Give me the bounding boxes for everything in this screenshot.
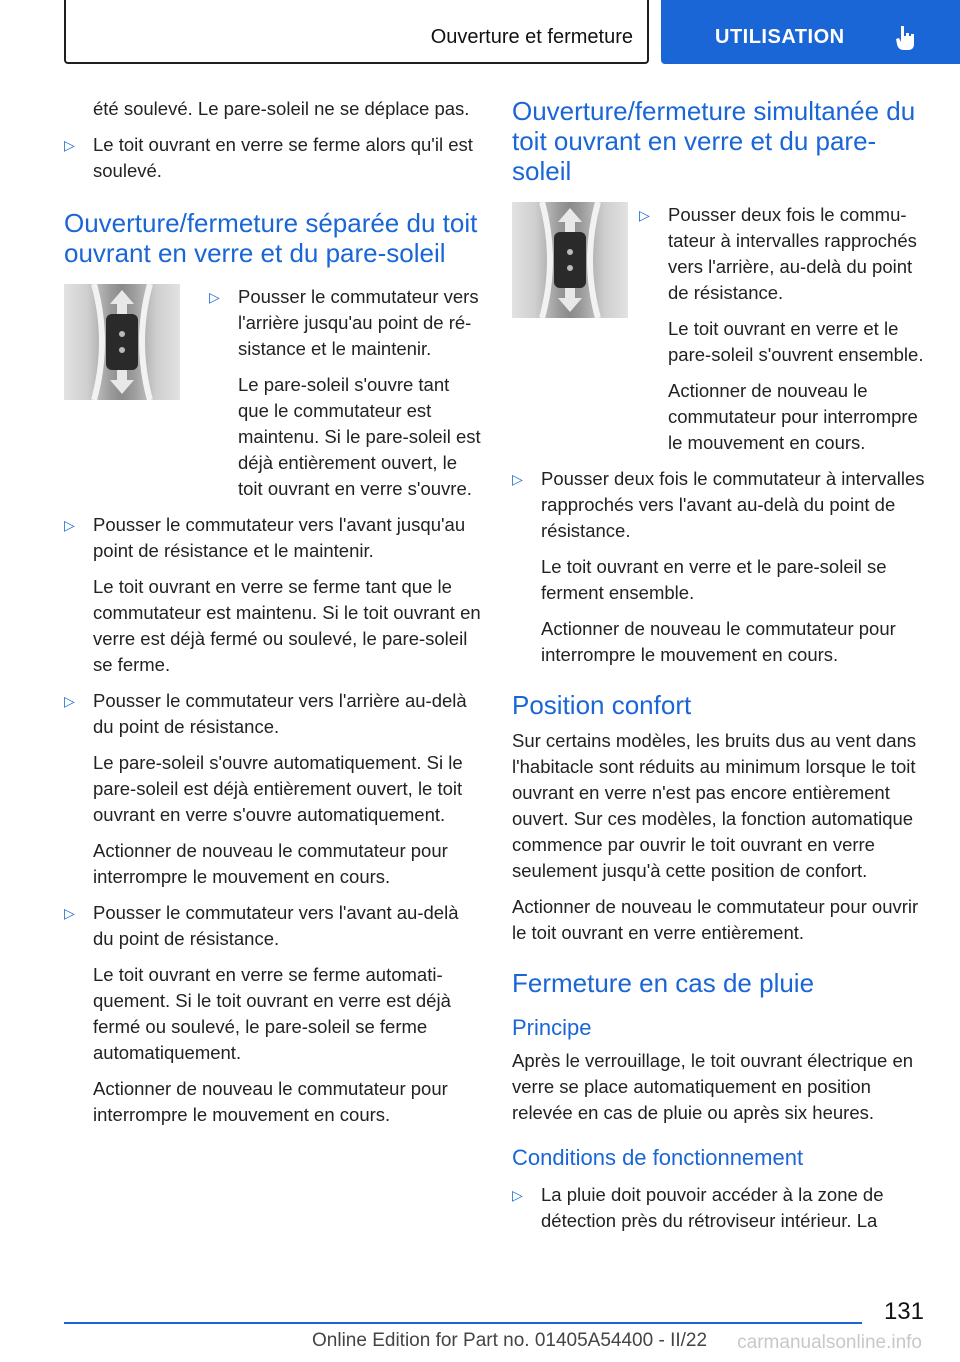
section-heading-rain: Fermeture en cas de pluie bbox=[512, 968, 815, 998]
bullet-triangle-icon: ▷ bbox=[64, 517, 75, 533]
roof-switch-icon bbox=[64, 284, 180, 400]
page-number: 131 bbox=[883, 1298, 924, 1325]
footer-edition: Online Edition for Part no. 01405A54400 - II/22 bbox=[312, 1330, 708, 1351]
list-item: ▷ Pousser le commutateur vers l'arrière jusqu'au point de résistance et le maintenir. bbox=[209, 286, 479, 359]
switch-figure-block bbox=[64, 284, 482, 502]
bullet-triangle-icon: ▷ bbox=[512, 1187, 523, 1203]
list-item: ▷ Pousser deux fois le commutateur à intervalles rapprochés vers l'avant au-delà du point de résistance. bbox=[512, 468, 925, 541]
list-item-detail: Actionner de nouveau le commutateur pour interrompre le mouvement en cours. bbox=[93, 1078, 448, 1125]
footer-divider bbox=[64, 1322, 862, 1324]
bullet-triangle-icon: ▷ bbox=[512, 471, 523, 487]
header-section-tab bbox=[64, 0, 649, 64]
section-heading-comfort: Position confort bbox=[512, 690, 692, 720]
list-item: ▷ Le toit ouvrant en verre se ferme alors qu'il est soulevé. bbox=[64, 134, 473, 181]
intro-continuation: été soulevé. Le pare-soleil ne se déplace pas. bbox=[93, 98, 470, 119]
subheading-principle: Principe bbox=[512, 1015, 592, 1040]
bullet-triangle-icon: ▷ bbox=[64, 693, 75, 709]
list-item: ▷ Pousser le commutateur vers l'arrière au-delà du point de résistance. bbox=[64, 690, 467, 737]
list-item-detail: Actionner de nouveau le commutateur pour interrompre le mouvement en cours. bbox=[93, 840, 448, 887]
bullet-triangle-icon: ▷ bbox=[64, 137, 75, 153]
hand-pointer-icon bbox=[893, 24, 919, 52]
header-section-title: Ouverture et fermeture bbox=[430, 26, 633, 48]
subheading-conditions: Conditions de fonctionnement bbox=[512, 1145, 804, 1170]
paragraph: Sur certains modèles, les bruits dus au vent dans l'habitacle sont réduits au minimum lorsque le toit ouvrant en verre n'est pas encore entièrement ouvert. Sur ces modèles, la fonction automatique commence par ouvrir le toit ouvrant en verre seulement jusqu'à cette position de confort. bbox=[512, 730, 917, 881]
list-item-detail: Le pare-soleil s'ouvre automatiquement. Si le pare-soleil est déjà entièrement ouvert, le toit ouvrant en verre s'ouvre automatiquement. bbox=[93, 752, 463, 825]
paragraph: Après le verrouillage, le toit ouvrant électrique en verre se place automatiquement en position relevée en cas de pluie ou après six heures. bbox=[512, 1050, 914, 1123]
bullet-triangle-icon: ▷ bbox=[64, 905, 75, 921]
header-chapter-tab bbox=[661, 0, 960, 64]
list-item-detail: Le toit ouvrant en verre se ferme automatiquement. Si le toit ouvrant en verre est déjà fermé ou soulevé, le pare-soleil se ferme automatiquement. bbox=[93, 964, 451, 1063]
list-item-detail: Actionner de nouveau le commutateur pour interrompre le mouvement en cours. bbox=[668, 380, 918, 453]
list-item-detail: Actionner de nouveau le commutateur pour interrompre le mouvement en cours. bbox=[541, 618, 896, 665]
list-item: ▷ Pousser deux fois le commutateur à intervalles rapprochés vers l'arrière, au-delà du point de résistance. bbox=[639, 204, 917, 303]
list-item: ▷ Pousser le commutateur vers l'avant au-delà du point de résistance. bbox=[64, 902, 459, 949]
section-heading-separate: Ouverture/fermeture séparée du toit ouvrant en verre et du pare-soleil bbox=[64, 208, 478, 268]
list-item-detail: Le toit ouvrant en verre et le pare-soleil se ferment ensemble. bbox=[541, 556, 887, 603]
switch-figure-block bbox=[512, 202, 930, 456]
list-item: ▷ La pluie doit pouvoir accéder à la zone de détection près du rétroviseur intérieur. La bbox=[512, 1184, 884, 1231]
section-heading-simultaneous: Ouverture/fermeture simultanée du toit ouvrant en verre et du pare-soleil bbox=[512, 96, 916, 186]
list-item-detail: Le toit ouvrant en verre se ferme tant que le commutateur est maintenu. Si le toit ouvrant en verre est déjà fermé ou soulevé, le pare-soleil se ferme. bbox=[93, 576, 481, 675]
right-column bbox=[512, 96, 930, 1244]
watermark: carmanualsonline.info bbox=[737, 1332, 922, 1353]
list-item: ▷ Pousser le commutateur vers l'avant jusqu'au point de résistance et le maintenir. bbox=[64, 514, 466, 561]
roof-switch-icon bbox=[512, 202, 628, 318]
switch-photo bbox=[64, 284, 180, 400]
switch-photo bbox=[512, 202, 628, 318]
bullet-triangle-icon: ▷ bbox=[209, 289, 220, 305]
list-item-detail: Le toit ouvrant en verre et le pare-soleil s'ouvrent ensemble. bbox=[668, 318, 924, 365]
list-item-detail: Le pare-soleil s'ouvre tant que le commutateur est maintenu. Si le pare-soleil est déjà entièrement ouvert, le toit ouvrant en verre s'ouvre. bbox=[238, 374, 481, 499]
bullet-triangle-icon: ▷ bbox=[639, 207, 650, 223]
left-column bbox=[64, 96, 482, 1138]
paragraph: Actionner de nouveau le commutateur pour ouvrir le toit ouvrant en verre entièrement. bbox=[512, 896, 919, 943]
header-chapter-title: UTILISATION bbox=[715, 26, 845, 48]
